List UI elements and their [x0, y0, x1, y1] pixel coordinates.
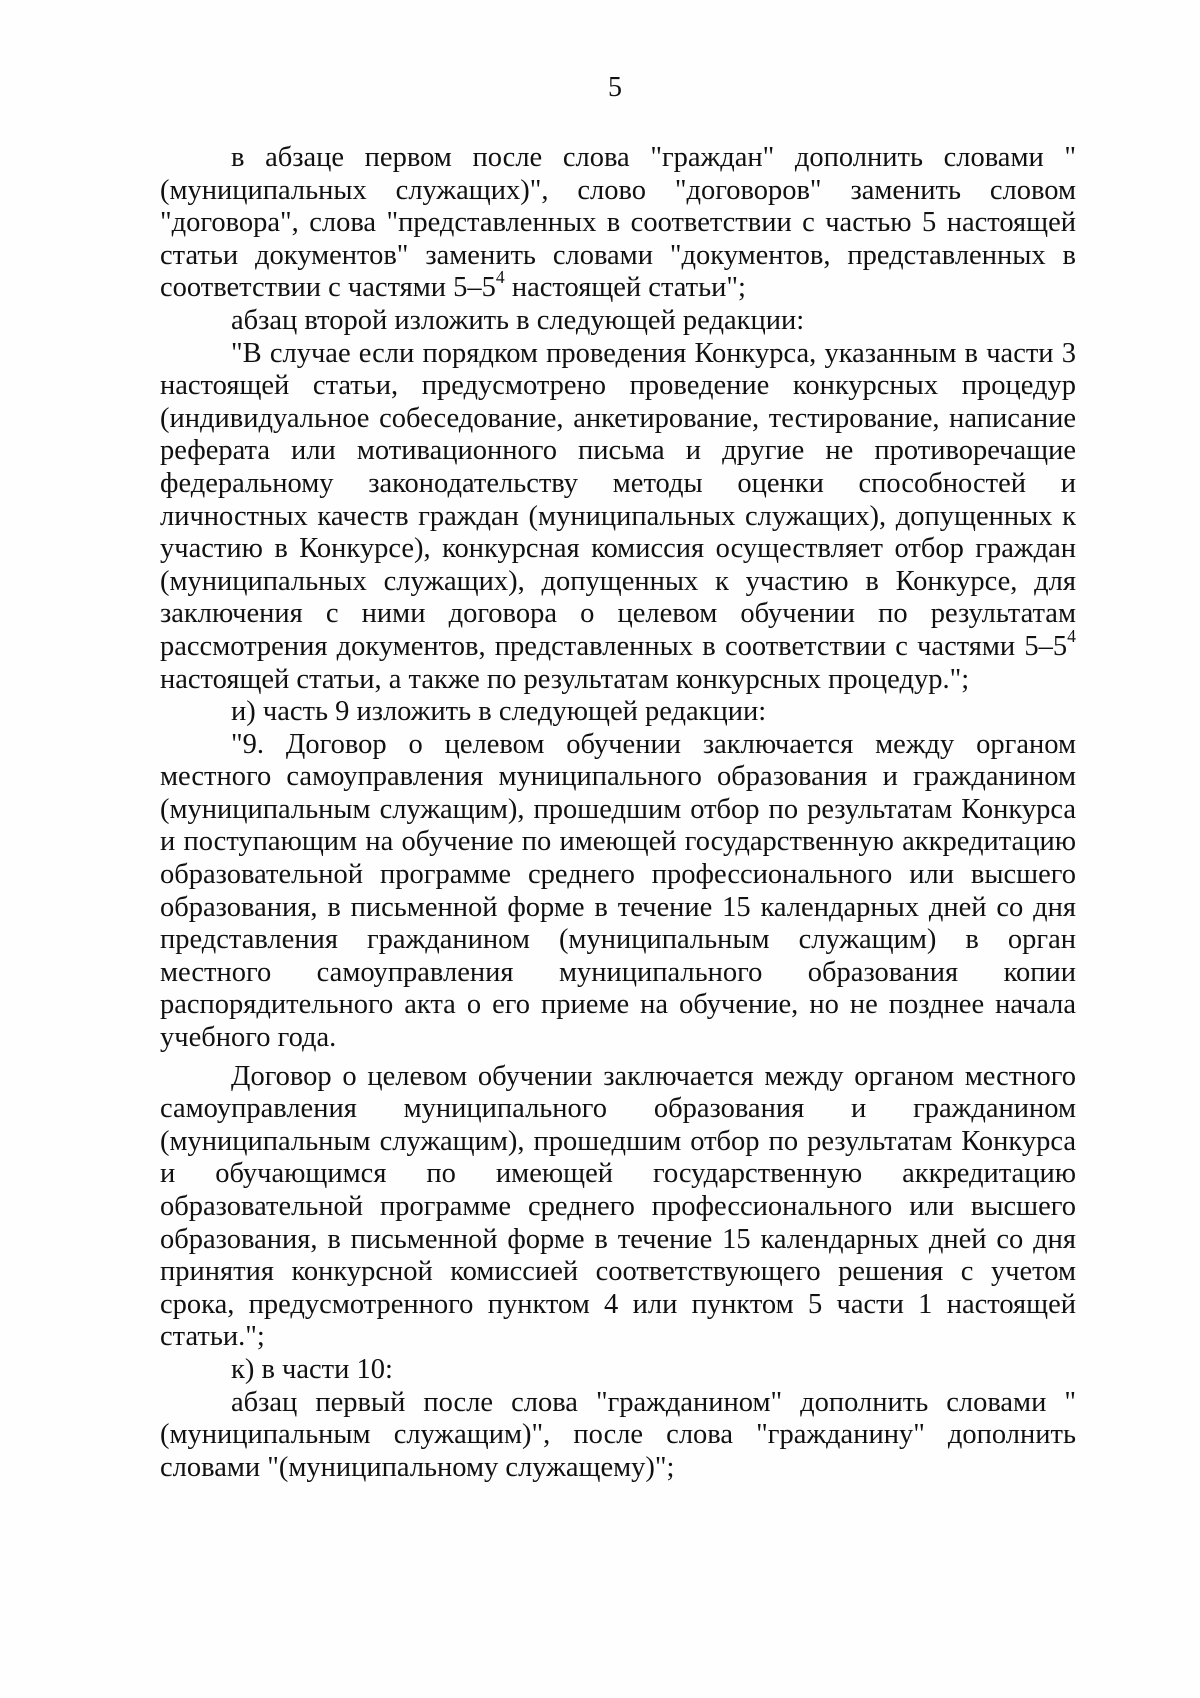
paragraph-4: и) часть 9 изложить в следующей редакции:: [231, 696, 767, 728]
paragraph-8: абзац первый после слова "гражданином" дополнить словами "(муниципальным служащим)", после слова "гражданину" дополнить словами "(муниципальному служащему)";: [160, 1386, 1076, 1483]
paragraph-7: к) в части 10:: [231, 1353, 393, 1385]
paragraph-2: абзац второй изложить в следующей редакции:: [231, 304, 805, 336]
paragraph-5: "9. Договор о целевом обучении заключается между органом местного самоуправления муниципального образования и гражданином (муниципальным служащим), прошедшим отбор по результатам Конкурса и поступающим на обучение по имеющей государственную аккредитацию образовательной программе среднего профессионального или высшего образования, в письменной форме в течение 15 календарных дней со дня представления гражданином (муниципальным служащим) в орган местного самоуправления муниципального образования копии распорядительного акта о его приеме на обучение, но не позднее начала учебного года.: [160, 728, 1076, 1054]
paragraph-1: в абзаце первом после слова "граждан" дополнить словами "(муниципальных служащих)", слово "договоров" заменить словом "договора", слова "представленных в соответствии с частью 5 настоящей статьи документов" заменить словами "документов, представленных в соответствии с частями $5-5^4$ настоящей статьи";: [160, 142, 1076, 304]
paragraph-3: "В случае если порядком проведения Конкурса, указанным в части 3 настоящей статьи, предусмотрено проведение конкурсных процедур (индивидуальное собеседование, анкетирование, тестирование, написание реферата или мотивационного письма и другие не противоречащие федеральному законодательству методы оценки способностей и личностных качеств граждан (муниципальных служащих), допущенных к участию в Конкурсе), конкурсная комиссия осуществляет отбор граждан (муниципальных служащих), допущенных к участию в Конкурсе, для заключения с ними договора о целевом обучении по результатам рассмотрения документов, представленных в соответствии с частями $5-5^4$ настоящей статьи, а также по результатам конкурсных процедур.";: [160, 337, 1076, 695]
paragraph-6: Договор о целевом обучении заключается между органом местного самоуправления муниципального образования и гражданином (муниципальным служащим), прошедшим отбор по результатам Конкурса и обучающимся по имеющей государственную аккредитацию образовательной программе среднего профессионального или высшего образования, в письменной форме в течение 15 календарных дней со дня принятия конкурсной комиссией соответствующего решения с учетом срока, предусмотренного пунктом 4 или пунктом 5 части 1 настоящей статьи.";: [160, 1060, 1076, 1353]
page-number: 5: [608, 72, 622, 103]
document-body: [160, 142, 1076, 1484]
